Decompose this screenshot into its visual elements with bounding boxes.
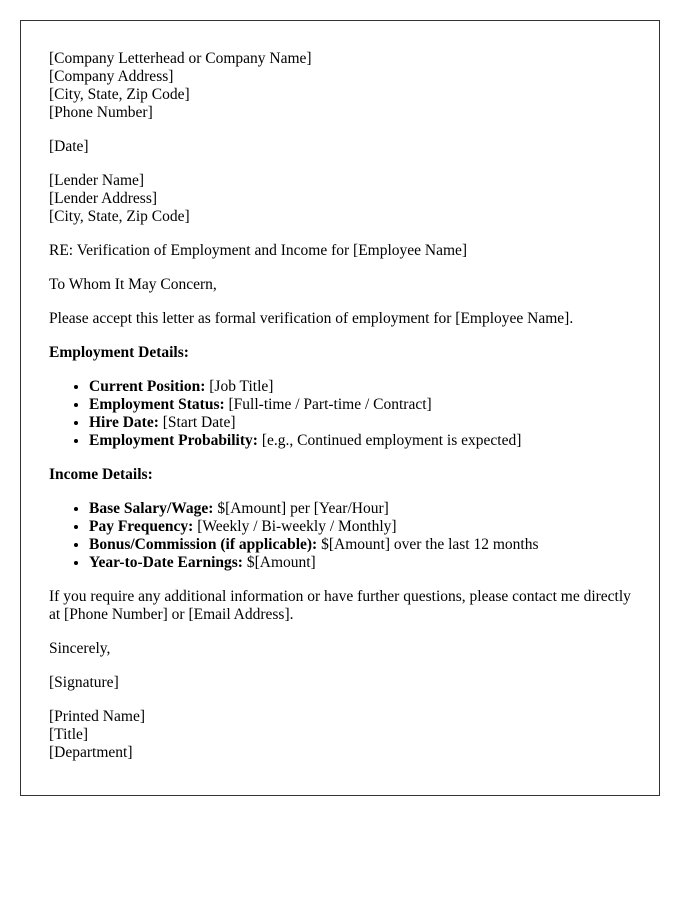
- employment-details-list: [49, 378, 631, 450]
- company-city-state-zip: [City, State, Zip Code]: [49, 86, 190, 103]
- item-label: Year-to-Date Earnings:: [89, 554, 243, 571]
- item-label: Employment Probability:: [89, 432, 258, 449]
- list-item: [89, 500, 631, 518]
- signer-block: [49, 708, 631, 762]
- item-value: [Job Title]: [205, 378, 274, 395]
- company-name: [Company Letterhead or Company Name]: [49, 50, 312, 67]
- income-details-heading: Income Details:: [49, 466, 153, 483]
- intro-paragraph: Please accept this letter as formal verification of employment for [Employee Name].: [49, 310, 574, 327]
- item-label: Base Salary/Wage:: [89, 500, 214, 517]
- item-value: [Full-time / Part-time / Contract]: [224, 396, 432, 413]
- list-item: [89, 554, 631, 572]
- closing-paragraph: If you require any additional information or have further questions, please contact me directly at [Phone Number] or [Email Address].: [49, 588, 631, 623]
- company-phone: [Phone Number]: [49, 104, 153, 121]
- item-label: Current Position:: [89, 378, 206, 395]
- list-item: [89, 518, 631, 536]
- signature-placeholder: [Signature]: [49, 674, 119, 691]
- list-item: [89, 536, 631, 554]
- closing-line: Sincerely,: [49, 640, 111, 657]
- item-value: $[Amount]: [242, 554, 316, 571]
- item-value: [e.g., Continued employment is expected]: [257, 432, 522, 449]
- lender-city-state-zip: [City, State, Zip Code]: [49, 208, 190, 225]
- signer-title: [Title]: [49, 726, 89, 743]
- income-details-list: [49, 500, 631, 572]
- company-address: [Company Address]: [49, 68, 174, 85]
- item-value: [Weekly / Bi-weekly / Monthly]: [193, 518, 397, 535]
- list-item: [89, 432, 631, 450]
- salutation: To Whom It May Concern,: [49, 276, 217, 293]
- item-value: $[Amount] over the last 12 months: [317, 536, 539, 553]
- item-value: [Start Date]: [158, 414, 236, 431]
- lender-name: [Lender Name]: [49, 172, 145, 189]
- list-item: [89, 414, 631, 432]
- list-item: [89, 396, 631, 414]
- item-label: Bonus/Commission (if applicable):: [89, 536, 318, 553]
- item-value: $[Amount] per [Year/Hour]: [213, 500, 389, 517]
- list-item: [89, 378, 631, 396]
- subject-line: RE: Verification of Employment and Income for [Employee Name]: [49, 242, 468, 259]
- signer-department: [Department]: [49, 744, 133, 761]
- sender-block: [49, 50, 631, 122]
- lender-address: [Lender Address]: [49, 190, 158, 207]
- printed-name: [Printed Name]: [49, 708, 145, 725]
- letter-page: [20, 20, 660, 796]
- employment-details-heading: Employment Details:: [49, 344, 189, 361]
- recipient-block: [49, 172, 631, 226]
- letter-date: [Date]: [49, 138, 89, 155]
- item-label: Pay Frequency:: [89, 518, 194, 535]
- item-label: Hire Date:: [89, 414, 159, 431]
- item-label: Employment Status:: [89, 396, 225, 413]
